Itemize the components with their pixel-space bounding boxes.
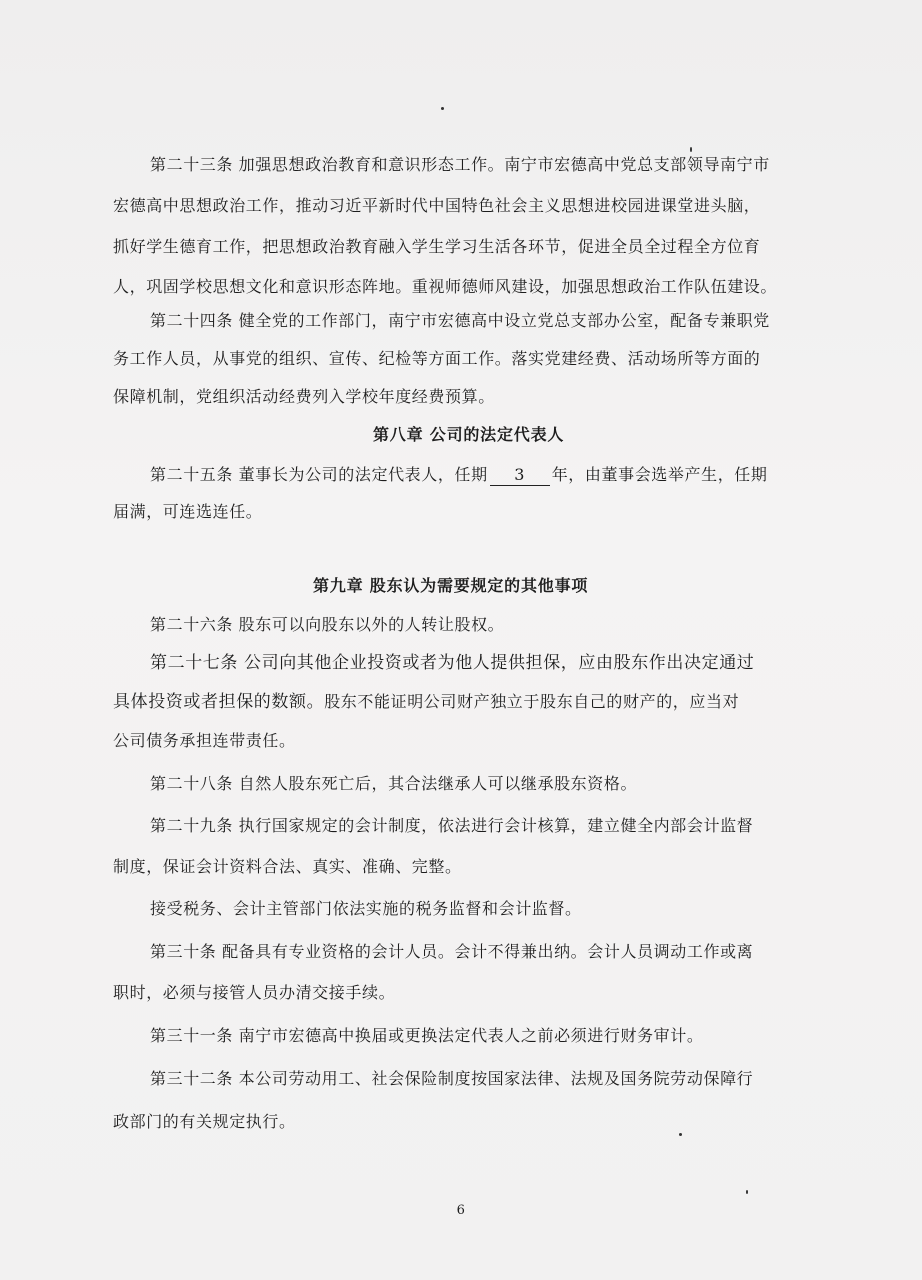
article-29-line-2: 制度，保证会计资料合法、真实、准确、完整。 — [113, 857, 462, 876]
scan-speck — [441, 107, 444, 110]
article-23-line-3: 抓好学生德育工作，把思想政治教育融入学生学习生活各环节，促进全员全过程全方位育 — [113, 237, 761, 256]
article-30-line-1: 第三十条 配备具有专业资格的会计人员。会计不得兼出纳。会计人员调动工作或离 — [150, 942, 754, 961]
page-number: 6 — [456, 1203, 466, 1218]
article-29-line-1: 第二十九条 执行国家规定的会计制度，依法进行会计核算，建立健全内部会计监督 — [150, 816, 754, 835]
article-27-line-3: 公司债务承担连带责任。 — [113, 731, 296, 750]
article-25-line-2: 届满，可连选连任。 — [113, 502, 263, 521]
article-25-text-b: 年，由董事会选举产生，任期 — [551, 465, 768, 484]
article-29-line-3: 接受税务、会计主管部门依法实施的税务监督和会计监督。 — [150, 899, 582, 918]
article-24-line-3: 保障机制，党组织活动经费列入学校年度经费预算。 — [113, 387, 495, 406]
scan-speck — [746, 1190, 748, 1194]
article-24-line-1: 第二十四条 健全党的工作部门，南宁市宏德高中设立党总支部办公室，配备专兼职党 — [150, 311, 770, 330]
article-31-line-1: 第三十一条 南宁市宏德高中换届或更换法定代表人之前必须进行财务审计。 — [150, 1026, 704, 1045]
article-26-line-1: 第二十六条 股东可以向股东以外的人转让股权。 — [150, 615, 505, 634]
article-25-line-1 — [150, 463, 768, 487]
article-27-line-2 — [113, 690, 739, 714]
article-32-line-1: 第三十二条 本公司劳动用工、社会保险制度按国家法律、法规及国务院劳动保障行 — [150, 1069, 754, 1088]
chapter-8-heading: 第八章 公司的法定代表人 — [373, 425, 565, 444]
article-25-text-a: 第二十五条 董事长为公司的法定代表人，任期 — [150, 465, 488, 484]
article-32-line-2: 政部门的有关规定执行。 — [113, 1112, 296, 1131]
article-24-line-2: 务工作人员，从事党的组织、宣传、纪检等方面工作。落实党建经费、活动场所等方面的 — [113, 349, 761, 368]
term-length-value: 3 — [490, 465, 550, 486]
article-27-line-1: 第二十七条 公司向其他企业投资或者为他人提供担保，应由股东作出决定通过 — [150, 653, 755, 673]
article-28-line-1: 第二十八条 自然人股东死亡后，其合法继承人可以继承股东资格。 — [150, 774, 638, 793]
article-23-line-2: 宏德高中思想政治工作，推动习近平新时代中国特色社会主义思想进校园进课堂进头脑， — [113, 196, 761, 215]
article-23-line-1: 第二十三条 加强思想政治教育和意识形态工作。南宁市宏德高中党总支部领导南宁市 — [150, 155, 770, 174]
scan-speck — [679, 1133, 682, 1136]
scan-speck — [690, 147, 692, 152]
article-27-text-b: 股东不能证明公司财产独立于股东自己的财产的，应当对 — [324, 692, 740, 711]
article-23-line-4: 人，巩固学校思想文化和意识形态阵地。重视师德师风建设，加强思想政治工作队伍建设。 — [113, 277, 778, 296]
article-30-line-2: 职时，必须与接管人员办清交接手续。 — [113, 983, 396, 1002]
chapter-9-heading: 第九章 股东认为需要规定的其他事项 — [313, 576, 589, 595]
article-27-text-a: 具体投资或者担保的数额。 — [113, 692, 325, 712]
